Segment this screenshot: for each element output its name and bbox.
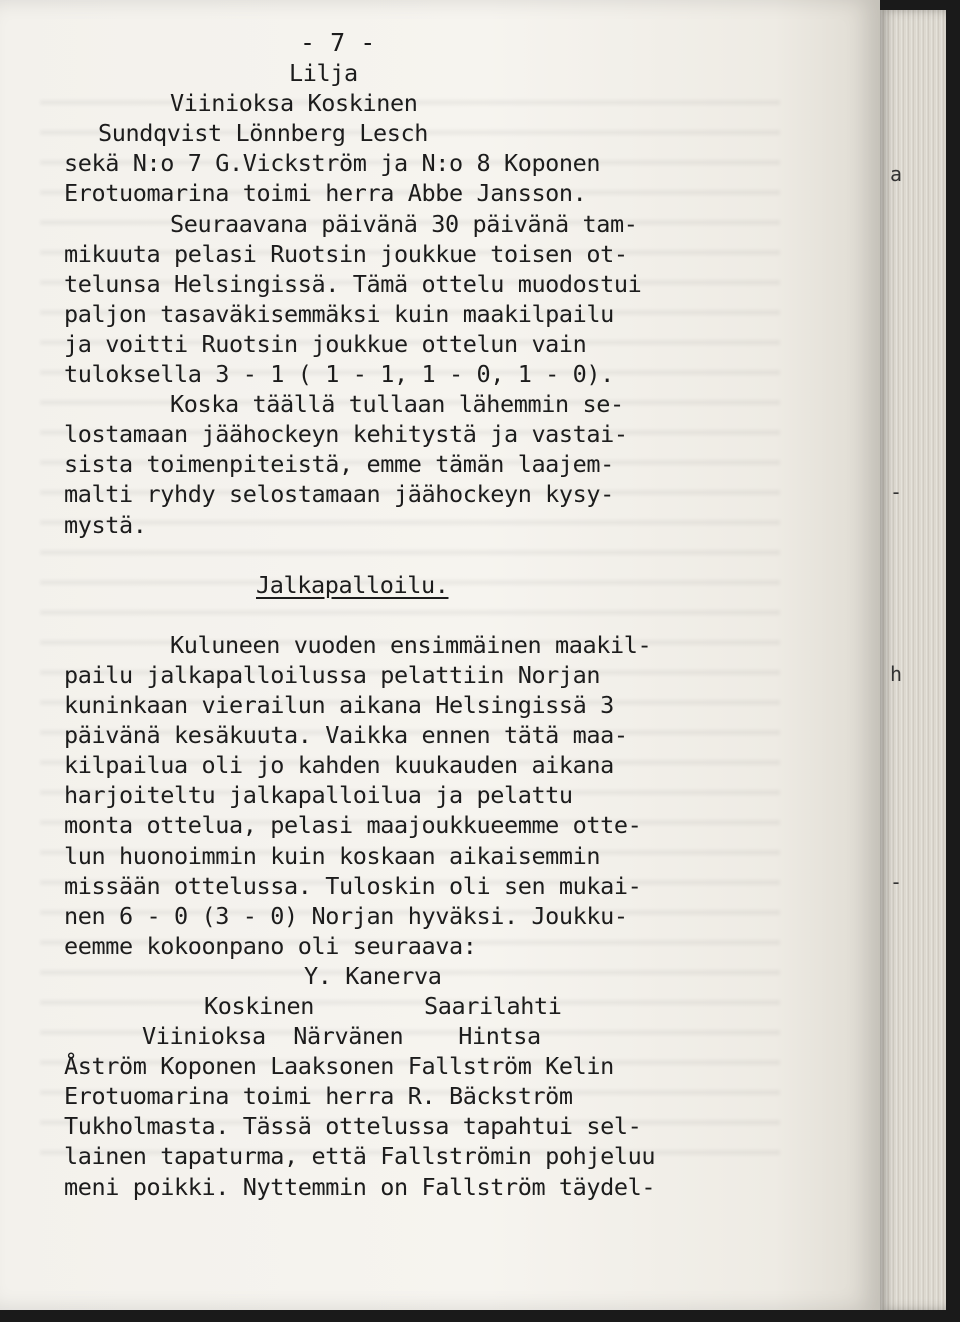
text-line: Åström Koponen Laaksonen Fallström Kelin [64, 1052, 614, 1081]
text-line: mystä. [64, 510, 147, 539]
page-number: - 7 - [300, 28, 376, 57]
text-line: telunsa Helsingissä. Tämä ottelu muodostui [64, 269, 642, 298]
page-text [64, 28, 784, 1202]
text-line: lostamaan jäähockeyn kehitystä ja vastai- [64, 420, 628, 449]
edge-mark: - [890, 480, 903, 504]
text-line: kuninkaan vierailun aikana Helsingissä 3 [64, 691, 614, 720]
text-line: nen 6 - 0 (3 - 0) Norjan hyväksi. Joukku- [64, 901, 628, 930]
text-line: Seuraavana päivänä 30 päivänä tam- [170, 209, 638, 238]
text-line: Erotuomarina toimi herra Abbe Jansson. [64, 179, 587, 208]
text-line: sekä N:o 7 G.Vickström ja N:o 8 Koponen [64, 149, 601, 178]
page-edges [880, 10, 946, 1310]
text-line: meni poikki. Nyttemmin on Fallström täydel- [64, 1172, 656, 1201]
text-line: sista toimenpiteistä, emme tämän laajem- [64, 450, 614, 479]
text-line: malti ryhdy selostamaan jäähockeyn kysy- [64, 480, 614, 509]
text-line: missään ottelussa. Tuloskin oli sen mukai- [64, 871, 642, 900]
text-line: Viinioksa Närvänen Hintsa [142, 1022, 541, 1051]
text-line [64, 540, 784, 570]
edge-mark: a [890, 162, 903, 186]
text-line: lainen tapaturma, että Fallströmin pohjeluu [64, 1142, 656, 1171]
text-line: eemme kokoonpano oli seuraava: [64, 931, 477, 960]
text-line: Koskinen Saarilahti [204, 992, 562, 1020]
text-line: Viinioksa Koskinen [170, 89, 418, 118]
text-line: lun huonoimmin kuin koskaan aikaisemmin [64, 841, 601, 870]
text-line: tuloksella 3 - 1 ( 1 - 1, 1 - 0, 1 - 0). [64, 360, 614, 389]
text-line: Lilja [289, 59, 358, 88]
text-line: Erotuomarina toimi herra R. Bäckström [64, 1082, 573, 1111]
edge-mark: h [890, 662, 903, 686]
text-line: ja voitti Ruotsin joukkue ottelun vain [64, 329, 587, 358]
text-line: Y. Kanerva [304, 961, 442, 990]
text-line: harjoiteltu jalkapalloilua ja pelattu [64, 781, 573, 810]
text-line: paljon tasaväkisemmäksi kuin maakilpailu [64, 299, 614, 328]
edge-mark: - [890, 870, 903, 894]
text-line: mikuuta pelasi Ruotsin joukkue toisen ot- [64, 239, 628, 268]
text-line [64, 28, 784, 58]
text-line: kilpailua oli jo kahden kuukauden aikana [64, 751, 614, 780]
text-line: Sundqvist Lönnberg Lesch [98, 119, 428, 148]
text-line: Kuluneen vuoden ensimmäinen maakil- [170, 630, 652, 659]
text-line: Koska täällä tullaan lähemmin se- [170, 390, 624, 419]
text-line: monta ottelua, pelasi maajoukkueemme otte- [64, 811, 642, 840]
text-line: Tukholmasta. Tässä ottelussa tapahtui sel- [64, 1112, 642, 1141]
text-line: päivänä kesäkuuta. Vaikka ennen tätä maa- [64, 721, 628, 750]
text-line [64, 600, 784, 630]
section-heading: Jalkapalloilu. [256, 570, 449, 599]
text-line: pailu jalkapalloilussa pelattiin Norjan [64, 660, 601, 689]
